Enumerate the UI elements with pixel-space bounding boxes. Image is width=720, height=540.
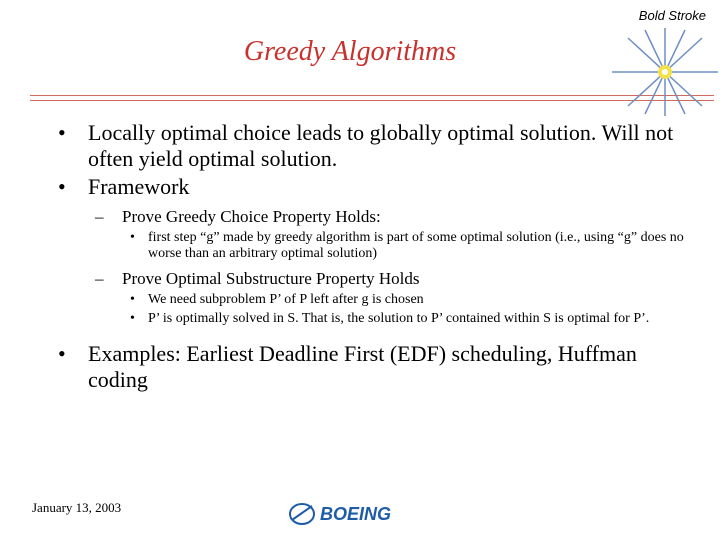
slide-content	[58, 120, 698, 395]
bullet-framework: • Framework	[58, 174, 698, 200]
slide-title: Greedy Algorithms	[243, 36, 457, 67]
bullet-examples: • Examples: Earliest Deadline First (EDF) scheduling, Huffman coding	[58, 341, 698, 393]
brand-label: Bold Stroke	[638, 8, 706, 23]
bullet-greedy-choice: • Locally optimal choice leads to globally optimal solution. Will not often yield optimal solution.	[58, 120, 698, 172]
framework-subitem-first-step: • first step “g” made by greedy algorithm is part of some optimal solution (i.e., using “g” does no worse than an arbitrary optimal solution)	[58, 230, 698, 262]
framework-subitem-subproblem: • We need subproblem P’ of P left after g is chosen	[58, 292, 698, 308]
framework-subitem-optimal-solved: • P’ is optimally solved in S. That is, the solution to P’ contained within S is optimal for P’.	[58, 311, 698, 327]
boeing-logo	[286, 492, 436, 532]
framework-item-optimal-substructure: – Prove Optimal Substructure Property Holds	[58, 268, 698, 289]
boeing-logo-text: BOEING	[320, 504, 392, 524]
footer-date: January 13, 2003	[32, 500, 122, 515]
framework-item-greedy-choice: – Prove Greedy Choice Property Holds:	[58, 206, 698, 227]
star-burst-icon	[610, 26, 720, 118]
